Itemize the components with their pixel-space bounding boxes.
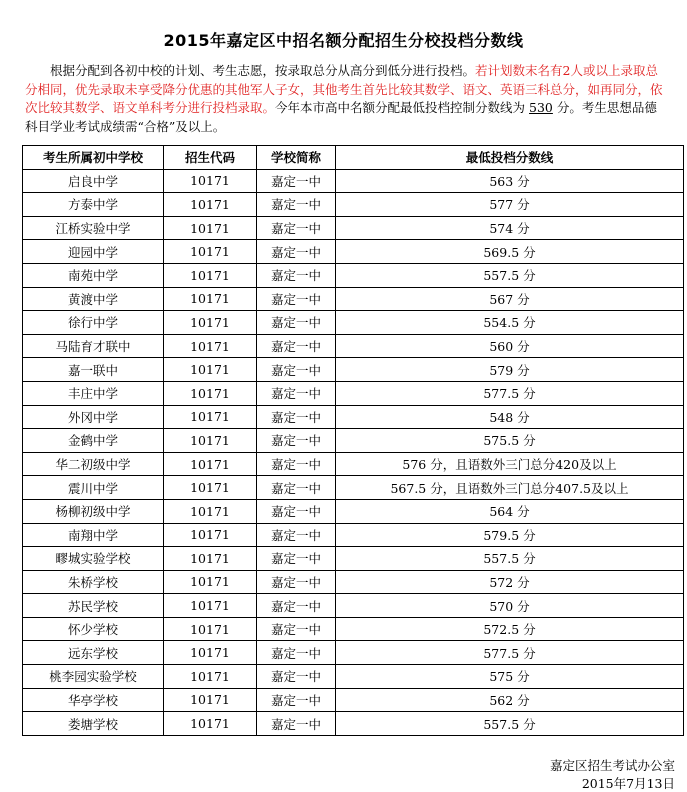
intro-paragraph	[25, 62, 665, 136]
cell-abbr: 嘉定一中	[257, 193, 336, 217]
cell-code: 10171	[164, 358, 257, 382]
cell-school: 启良中学	[23, 169, 164, 193]
cell-score: 560 分	[336, 334, 684, 358]
cell-abbr: 嘉定一中	[257, 169, 336, 193]
cell-code: 10171	[164, 617, 257, 641]
header-code: 招生代码	[164, 146, 257, 170]
cell-code: 10171	[164, 405, 257, 429]
intro-text-red: 若计划数末名有2人或以上录取总分相同，优先录取未享受降分优惠的其他军人子女，其他考生首先比较其数学、语文、英语三科总分，如再同分，依次比较其数学、语文单科考分进行投档录取。	[25, 63, 663, 115]
cell-school: 震川中学	[23, 476, 164, 500]
table-row	[23, 641, 684, 665]
table-row	[23, 169, 684, 193]
intro-text-1: 根据分配到各初中校的计划、考生志愿，按录取总分从高分到低分进行投档。	[50, 63, 476, 78]
cell-school: 杨柳初级中学	[23, 499, 164, 523]
intro-text-4: 分。考生思想品德科目学业考试成绩需“合格”及以上。	[25, 100, 657, 134]
table-row	[23, 429, 684, 453]
cell-abbr: 嘉定一中	[257, 688, 336, 712]
table-row	[23, 193, 684, 217]
cell-school: 外冈中学	[23, 405, 164, 429]
cell-school: 迎园中学	[23, 240, 164, 264]
table-row	[23, 476, 684, 500]
cell-code: 10171	[164, 523, 257, 547]
cell-code: 10171	[164, 287, 257, 311]
cell-code: 10171	[164, 594, 257, 618]
header-abbr: 学校简称	[257, 146, 336, 170]
cell-abbr: 嘉定一中	[257, 547, 336, 571]
cell-abbr: 嘉定一中	[257, 429, 336, 453]
cell-abbr: 嘉定一中	[257, 452, 336, 476]
cell-school: 南苑中学	[23, 263, 164, 287]
min-score-value: 530	[529, 100, 553, 115]
cell-school: 华二初级中学	[23, 452, 164, 476]
cell-code: 10171	[164, 311, 257, 335]
cell-abbr: 嘉定一中	[257, 311, 336, 335]
cell-abbr: 嘉定一中	[257, 570, 336, 594]
table-row	[23, 358, 684, 382]
table-row	[23, 688, 684, 712]
table-row	[23, 381, 684, 405]
cell-score: 557.5 分	[336, 547, 684, 571]
cell-school: 娄塘学校	[23, 712, 164, 736]
intro-text-3: 今年本市高中名额分配最低投档控制分数线为	[275, 100, 526, 115]
cell-score: 563 分	[336, 169, 684, 193]
cell-score: 579 分	[336, 358, 684, 382]
cell-code: 10171	[164, 665, 257, 689]
cell-score: 575.5 分	[336, 429, 684, 453]
cell-score: 562 分	[336, 688, 684, 712]
cell-score: 569.5 分	[336, 240, 684, 264]
table-row	[23, 263, 684, 287]
cell-school: 南翔中学	[23, 523, 164, 547]
cell-score: 557.5 分	[336, 263, 684, 287]
table-row	[23, 334, 684, 358]
cell-score: 567.5 分，且语数外三门总分407.5及以上	[336, 476, 684, 500]
cell-score: 577.5 分	[336, 641, 684, 665]
cell-code: 10171	[164, 499, 257, 523]
cell-abbr: 嘉定一中	[257, 263, 336, 287]
cell-score: 579.5 分	[336, 523, 684, 547]
cell-code: 10171	[164, 193, 257, 217]
cell-code: 10171	[164, 429, 257, 453]
cell-school: 苏民学校	[23, 594, 164, 618]
cell-school: 桃李园实验学校	[23, 665, 164, 689]
cell-abbr: 嘉定一中	[257, 216, 336, 240]
cell-code: 10171	[164, 476, 257, 500]
cell-abbr: 嘉定一中	[257, 594, 336, 618]
cell-school: 丰庄中学	[23, 381, 164, 405]
cell-score: 576 分，且语数外三门总分420及以上	[336, 452, 684, 476]
cell-code: 10171	[164, 570, 257, 594]
cell-school: 金鹤中学	[23, 429, 164, 453]
table-row	[23, 452, 684, 476]
cell-score: 557.5 分	[336, 712, 684, 736]
table-row	[23, 617, 684, 641]
cell-code: 10171	[164, 688, 257, 712]
cell-abbr: 嘉定一中	[257, 240, 336, 264]
table-row	[23, 665, 684, 689]
cell-abbr: 嘉定一中	[257, 665, 336, 689]
cell-school: 马陆育才联中	[23, 334, 164, 358]
cell-abbr: 嘉定一中	[257, 287, 336, 311]
table-row	[23, 240, 684, 264]
header-school: 考生所属初中学校	[23, 146, 164, 170]
cell-score: 574 分	[336, 216, 684, 240]
cell-code: 10171	[164, 452, 257, 476]
table-row	[23, 712, 684, 736]
cell-score: 564 分	[336, 499, 684, 523]
cell-score: 554.5 分	[336, 311, 684, 335]
table-row	[23, 499, 684, 523]
cell-abbr: 嘉定一中	[257, 381, 336, 405]
cell-abbr: 嘉定一中	[257, 641, 336, 665]
cell-school: 怀少学校	[23, 617, 164, 641]
cell-school: 朱桥学校	[23, 570, 164, 594]
cell-score: 572 分	[336, 570, 684, 594]
table-row	[23, 594, 684, 618]
cell-code: 10171	[164, 641, 257, 665]
cell-score: 548 分	[336, 405, 684, 429]
cell-school: 远东学校	[23, 641, 164, 665]
cell-abbr: 嘉定一中	[257, 523, 336, 547]
cell-score: 567 分	[336, 287, 684, 311]
cell-abbr: 嘉定一中	[257, 617, 336, 641]
cell-abbr: 嘉定一中	[257, 499, 336, 523]
score-table	[22, 145, 684, 736]
cell-code: 10171	[164, 334, 257, 358]
table-row	[23, 547, 684, 571]
issuing-office: 嘉定区招生考试办公室	[549, 758, 675, 773]
cell-school: 嘉一联中	[23, 358, 164, 382]
cell-code: 10171	[164, 547, 257, 571]
header-score: 最低投档分数线	[336, 146, 684, 170]
cell-score: 577.5 分	[336, 381, 684, 405]
cell-score: 570 分	[336, 594, 684, 618]
table-header-row	[23, 146, 684, 170]
cell-code: 10171	[164, 381, 257, 405]
cell-code: 10171	[164, 169, 257, 193]
table-row	[23, 287, 684, 311]
table-row	[23, 523, 684, 547]
cell-score: 572.5 分	[336, 617, 684, 641]
cell-school: 江桥实验中学	[23, 216, 164, 240]
cell-school: 徐行中学	[23, 311, 164, 335]
cell-school: 黄渡中学	[23, 287, 164, 311]
table-row	[23, 405, 684, 429]
table-row	[23, 311, 684, 335]
cell-code: 10171	[164, 263, 257, 287]
cell-code: 10171	[164, 240, 257, 264]
cell-score: 575 分	[336, 665, 684, 689]
cell-school: 华亭学校	[23, 688, 164, 712]
cell-score: 577 分	[336, 193, 684, 217]
cell-abbr: 嘉定一中	[257, 334, 336, 358]
cell-school: 方泰中学	[23, 193, 164, 217]
issue-date: 2015年7月13日	[581, 776, 675, 791]
cell-abbr: 嘉定一中	[257, 712, 336, 736]
table-row	[23, 570, 684, 594]
cell-code: 10171	[164, 712, 257, 736]
cell-school: 疁城实验学校	[23, 547, 164, 571]
cell-abbr: 嘉定一中	[257, 358, 336, 382]
cell-abbr: 嘉定一中	[257, 476, 336, 500]
cell-abbr: 嘉定一中	[257, 405, 336, 429]
cell-code: 10171	[164, 216, 257, 240]
page-title: 2015年嘉定区中招名额分配招生分校投档分数线	[163, 31, 524, 50]
table-row	[23, 216, 684, 240]
